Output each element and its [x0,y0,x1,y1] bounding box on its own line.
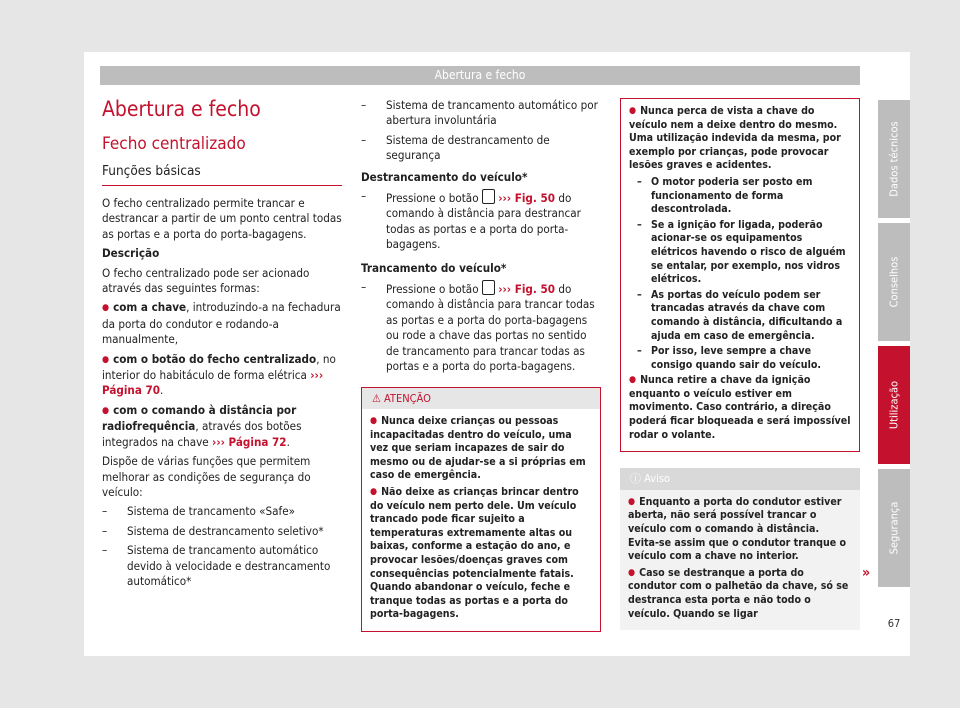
bullet-chave: ● com a chave, introduzindo-a na fechadura da porta do condutor e rodando-a manualmente, [102,300,342,347]
descricao-text: O fecho centralizado pode ser acionado através das seguintes formas: [102,265,310,296]
unlock-key-icon [482,189,495,204]
page-title: Abertura e fecho [102,97,261,121]
atencao-box [361,387,601,633]
note-item: ● Caso se destranque a porta do condutor com o palhetão da chave, só se destranca esta porta e não todo o veículo. Quando se ligar [628,567,852,621]
page-link[interactable]: ››› Página 72 [212,434,287,449]
continue-mark: » [862,565,871,581]
destrancamento-item: – Pressione o botão ››› Fig. 50 do comando à distância para destrancar todas as portas e a porta do porta-bagagens. [361,189,601,253]
warning-subitem: – O motor poderia ser posto em funcionamento de forma descontrolada. [637,176,851,217]
dispoe-text: Dispõe de várias funções que permitem melhorar as condições de segurança do veículo: [102,454,311,499]
descricao-heading: Descrição [102,246,160,261]
warning-subitem: – As portas do veículo podem ser trancadas através da chave com comando à distância, dificultando a ajuda em caso de emergência. [637,289,851,343]
tab-conselhos[interactable]: Conselhos [878,223,910,341]
bullet-comando: ● com o comando à distância por radiofrequência, através dos botões integrados na chave ››› Página 72. [102,403,342,450]
tab-dados-tecnicos[interactable]: Dados técnicos [878,100,910,218]
column-3 [620,98,860,630]
destrancamento-heading: Destrancamento do veículo* [361,169,528,184]
column-1 [102,96,342,593]
page-link[interactable]: ››› Página 70 [102,368,324,398]
lock-key-icon [482,280,495,295]
list-item: – Sistema de trancamento automático por abertura involuntária [361,98,601,129]
trancamento-item: – Pressione o botão ››› Fig. 50 do comando à distância para trancar todas as portas e a porta do porta-bagagens ou rode a chave das portas no sentido de trancamento para trancar todas as portas e a porta do porta-bagagens. [361,280,601,374]
tab-seguranca[interactable]: Segurança [878,469,910,587]
aviso-header: ⓘ Aviso [620,468,860,490]
tab-utilizacao[interactable]: Utilização [878,346,910,464]
fig-link[interactable]: ››› Fig. 50 [498,282,556,297]
trancamento-heading: Trancamento do veículo* [361,260,507,275]
warning-item: ● Nunca deixe crianças ou pessoas incapacitadas dentro do veículo, uma vez que seriam incapazes de sair do mesmo ou de ajudar-se a si próprias em caso de emergência. [370,415,592,483]
page-header: Abertura e fecho [100,66,860,85]
warning-item: ● Nunca perca de vista a chave do veículo nem a deixe dentro do mesmo. Uma utilização indevida da mesma, por exemplo por crianças, pode provocar lesões graves e acidentes. [629,105,851,173]
atencao-header: ⚠ ATENÇÃO [362,388,600,410]
list-item: – Sistema de destrancamento de segurança [361,133,601,164]
note-item: ● Enquanto a porta do condutor estiver aberta, não será possível trancar o veículo com o comando à distância. Evita-se assim que o condutor tranque o veículo com a chave no interior. [628,496,852,564]
page-number: 67 [887,617,901,630]
warning-item: ● Nunca retire a chave da ignição enquanto o veículo estiver em movimento. Caso contrário, a direção poderá ficar bloqueada e será impossível rodar o volante. [629,374,851,442]
list-item: – Sistema de trancamento «Safe» [102,504,342,519]
warning-subitem: – Por isso, leve sempre a chave consigo quando sair do veículo. [637,345,851,372]
fig-link[interactable]: ››› Fig. 50 [498,191,556,206]
warning-continued-box [620,98,860,452]
bullet-botao: ● com o botão do fecho centralizado, no interior do habitáculo de forma elétrica ››› Página 70. [102,352,342,399]
list-item: – Sistema de trancamento automático devido à velocidade e destrancamento automático* [102,543,342,589]
intro-text: O fecho centralizado permite trancar e destrancar a partir de um ponto central todas as portas e a porta do porta-bagagens. [102,196,342,241]
subtitle: Fecho centralizado [102,134,246,154]
warning-subitem: – Se a ignição for ligada, poderão acionar-se os equipamentos elétricos havendo o risco de alguém se entalar, por exemplo, nos vidros elétricos. [637,219,851,287]
list-item: – Sistema de destrancamento seletivo* [102,524,342,539]
section-heading: Funções básicas [102,162,342,186]
column-2 [361,98,601,632]
warning-item: ● Não deixe as crianças brincar dentro do veículo nem perto dele. Um veículo trancado pode ficar sujeito a temperaturas extremamente altas ou baixas, conforme a estação do ano, e provocar lesões/doenças graves com consequências potencialmente fatais. Quando abandonar o veículo, feche e tranque todas as portas e a porta do porta-bagagens. [370,486,592,622]
aviso-box [620,468,860,630]
